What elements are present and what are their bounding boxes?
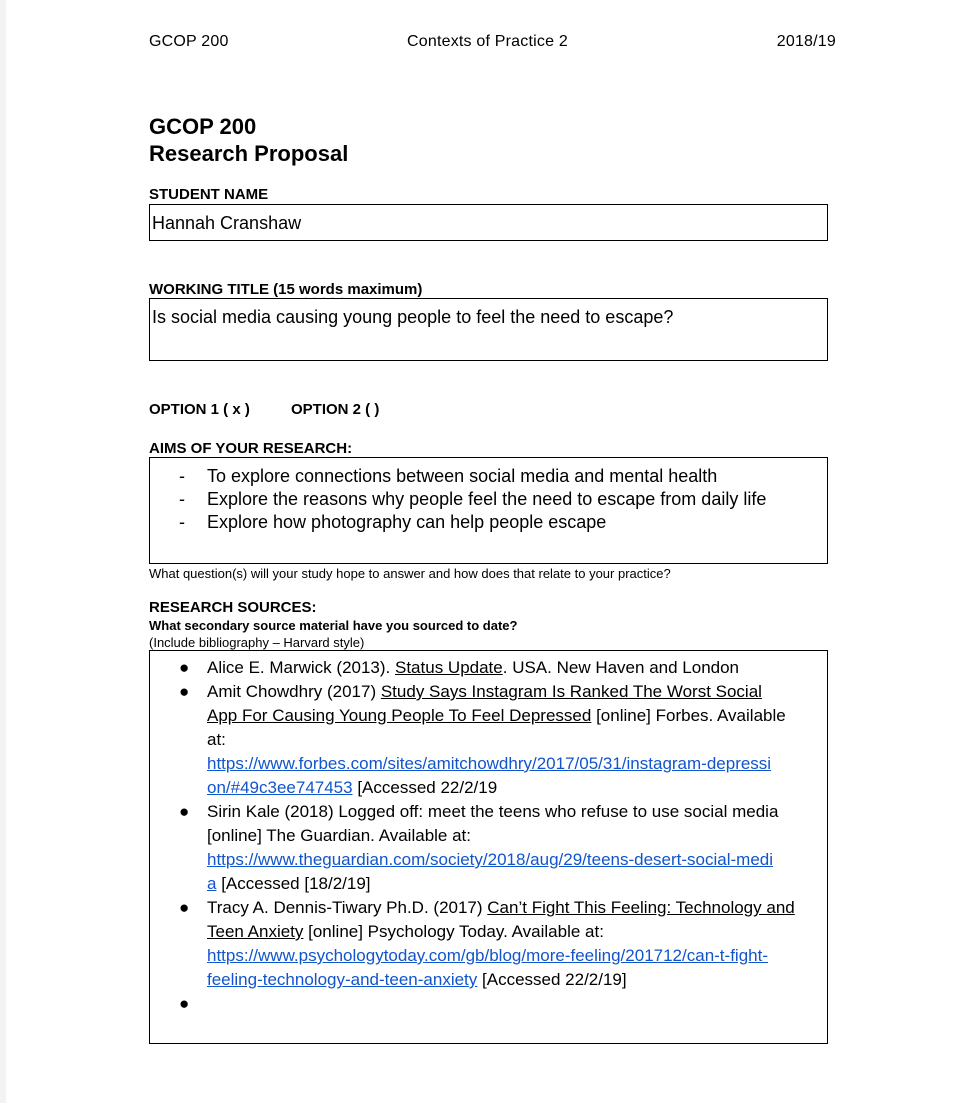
dash-marker: - bbox=[179, 466, 185, 486]
source-4-link[interactable]: https://www.psychologytoday.com/gb/blog/more-feeling/201712/can-t-fight- bbox=[207, 946, 768, 965]
spellcheck-word: words bbox=[299, 281, 344, 298]
source-2-publisher: [online] Forbes. Available bbox=[591, 706, 786, 725]
source-3-accessed: [Accessed [18/2/19] bbox=[216, 874, 371, 893]
document-title bbox=[149, 113, 348, 167]
document-page bbox=[6, 0, 980, 1103]
source-4-publisher: [online] Psychology Today. Available at: bbox=[303, 922, 604, 941]
student-name-value: Hannah Cranshaw bbox=[152, 213, 302, 233]
student-name-label: STUDENT NAME bbox=[149, 186, 269, 203]
source-2-line-3: at: bbox=[207, 730, 226, 749]
working-title-label bbox=[149, 281, 422, 298]
source-3-line-4 bbox=[207, 872, 371, 896]
dash-marker: - bbox=[179, 512, 185, 532]
working-title-label-part: WORKING TITLE (15 bbox=[149, 281, 299, 298]
source-2-line-4 bbox=[207, 752, 771, 776]
sources-note: (Include bibliography – Harvard style) bbox=[149, 635, 365, 650]
source-2-line-5 bbox=[207, 776, 497, 800]
header-course: GCOP 200 bbox=[149, 33, 229, 50]
source-2-title: App For Causing Young People To Feel Depressed bbox=[207, 706, 592, 725]
sources-subheading: What secondary source material have you sourced to date? bbox=[149, 618, 518, 633]
bullet-marker: ● bbox=[179, 994, 190, 1013]
header-module: Contexts of Practice 2 bbox=[407, 33, 568, 50]
sources-field[interactable] bbox=[149, 650, 828, 1044]
aims-item-text: To explore connections between social media and mental health bbox=[207, 466, 718, 486]
source-3-line-3 bbox=[207, 848, 773, 872]
source-3-link[interactable]: https://www.theguardian.com/society/2018/aug/29/teens-desert-social-medi bbox=[207, 850, 774, 869]
source-2-line-2 bbox=[207, 704, 786, 728]
working-title-value: Is social media causing young people to feel the need to escape? bbox=[152, 307, 674, 327]
source-4-line-4 bbox=[207, 968, 627, 992]
source-3-line-2: [online] The Guardian. Available at: bbox=[207, 826, 471, 845]
dash-marker: - bbox=[179, 489, 185, 509]
source-1-author: Alice E. Marwick (2013). bbox=[207, 658, 395, 677]
source-2-link[interactable]: on/#49c3ee747453 bbox=[207, 778, 353, 797]
page-header bbox=[149, 33, 836, 53]
aims-item-text: Explore the reasons why people feel the need to escape from daily life bbox=[207, 489, 767, 509]
working-title-field[interactable] bbox=[149, 298, 828, 361]
source-1-title: Status Update bbox=[395, 658, 503, 677]
source-1 bbox=[207, 656, 739, 680]
source-4-line-3 bbox=[207, 944, 768, 968]
source-4-accessed: [Accessed 22/2/19] bbox=[477, 970, 627, 989]
source-2-line-1 bbox=[207, 680, 762, 704]
working-title-label-part: maximum) bbox=[343, 281, 423, 298]
bullet-marker: ● bbox=[179, 682, 190, 701]
option-1[interactable]: OPTION 1 ( x ) bbox=[149, 401, 250, 418]
bullet-marker: ● bbox=[179, 658, 190, 677]
aims-hint: What question(s) will your study hope to answer and how does that relate to your practice? bbox=[149, 566, 671, 581]
bullet-marker: ● bbox=[179, 802, 190, 821]
source-4-title: Can’t Fight This Feeling: Technology and bbox=[487, 898, 795, 917]
aims-field[interactable] bbox=[149, 457, 828, 564]
student-name-field[interactable] bbox=[149, 204, 828, 241]
aims-item-text: Explore how photography can help people escape bbox=[207, 512, 607, 532]
sources-label: RESEARCH SOURCES: bbox=[149, 599, 317, 616]
source-3-link[interactable]: a bbox=[207, 874, 217, 893]
source-4-line-2 bbox=[207, 920, 604, 944]
source-2-author: Amit Chowdhry (2017) bbox=[207, 682, 381, 701]
title-line-2: Research Proposal bbox=[149, 141, 349, 166]
aims-label: AIMS OF YOUR RESEARCH: bbox=[149, 440, 353, 457]
header-year: 2018/19 bbox=[776, 33, 836, 50]
source-4-link[interactable]: feeling-technology-and-teen-anxiety bbox=[207, 970, 478, 989]
source-4-author: Tracy A. Dennis-Tiwary Ph.D. (2017) bbox=[207, 898, 488, 917]
source-2-title: Study Says Instagram Is Ranked The Worst Social bbox=[380, 682, 762, 701]
source-1-publisher: . USA. New Haven and London bbox=[502, 658, 740, 677]
option-2[interactable]: OPTION 2 ( ) bbox=[291, 401, 380, 418]
source-2-link[interactable]: https://www.forbes.com/sites/amitchowdhry/2017/05/31/instagram-depressi bbox=[207, 754, 772, 773]
bullet-marker: ● bbox=[179, 898, 190, 917]
source-3-line-1: Sirin Kale (2018) Logged off: meet the teens who refuse to use social media bbox=[207, 802, 779, 821]
source-4-line-1 bbox=[207, 896, 795, 920]
title-line-1: GCOP 200 bbox=[149, 114, 257, 139]
source-4-title: Teen Anxiety bbox=[207, 922, 304, 941]
source-2-accessed: [Accessed 22/2/19 bbox=[352, 778, 498, 797]
